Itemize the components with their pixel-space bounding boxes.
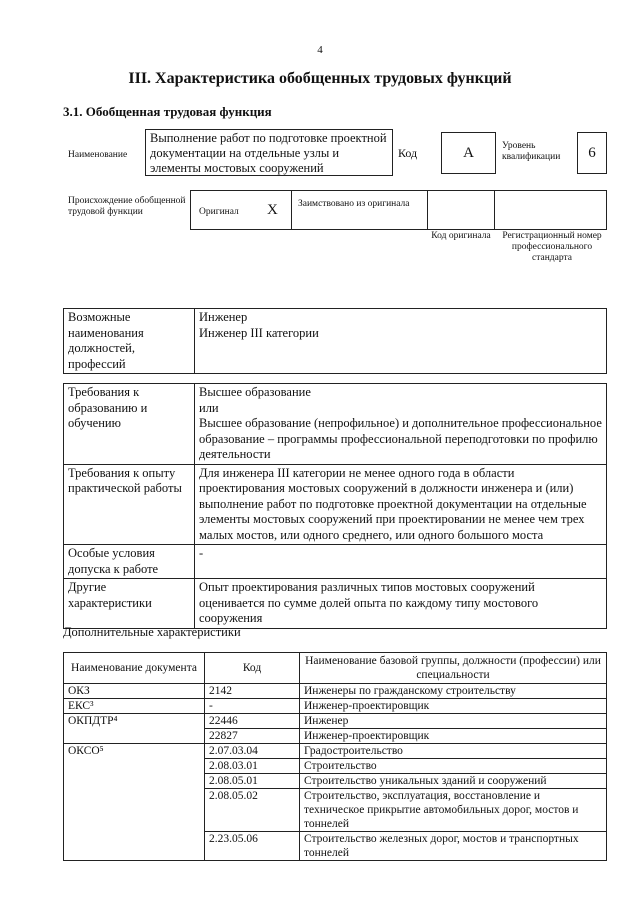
row-code: 22827 bbox=[205, 729, 300, 744]
row-doc: ОКСО⁵ bbox=[64, 744, 205, 861]
table-row bbox=[64, 714, 607, 729]
original-label: Оригинал bbox=[199, 207, 239, 217]
experience-value: Для инженера III категории не менее одного года в области проектирования мостовых сооружений в должности инженера и (или) выполнение работ по подготовке проектной документации на отдельные элементы мостовых сооружений при проектировании не менее чем трех малых мостов, или одного среднего, или одного большого моста bbox=[195, 464, 607, 545]
row-code: 2.23.05.06 bbox=[205, 832, 300, 861]
function-name-box bbox=[145, 129, 393, 176]
row-name: Инженер-проектировщик bbox=[300, 729, 607, 744]
row-code: 2.08.05.02 bbox=[205, 789, 300, 832]
subsection-title: 3.1. Обобщенная трудовая функция bbox=[63, 104, 272, 119]
origin-label: Происхождение обобщенной трудовой функции bbox=[68, 196, 186, 217]
positions-label: Возможные наименования должностей, профессий bbox=[64, 309, 195, 374]
position-item: Инженер bbox=[199, 310, 248, 324]
row-name: Инженер bbox=[300, 714, 607, 729]
requirements-table bbox=[63, 383, 607, 629]
additional-heading: Дополнительные характеристики bbox=[63, 625, 241, 639]
function-name-value: Выполнение работ по подготовке проектной документации на отдельные узлы и элементы мостовых сооружений bbox=[150, 131, 387, 175]
row-code: 22446 bbox=[205, 714, 300, 729]
row-name: Строительство bbox=[300, 759, 607, 774]
table-row bbox=[64, 699, 607, 714]
row-name: Строительство уникальных зданий и сооружений bbox=[300, 774, 607, 789]
row-code: 2.08.03.01 bbox=[205, 759, 300, 774]
special-conditions-value: - bbox=[195, 545, 607, 579]
reg-number-box bbox=[494, 190, 607, 230]
header-code: Код bbox=[205, 653, 300, 684]
code-label: Код bbox=[398, 146, 418, 160]
row-name: Инженеры по гражданскому строительству bbox=[300, 684, 607, 699]
borrowed-label: Заимствовано из оригинала bbox=[298, 199, 410, 209]
row-code: 2.08.05.01 bbox=[205, 774, 300, 789]
experience-label: Требования к опыту практической работы bbox=[64, 464, 195, 545]
education-value bbox=[195, 384, 607, 465]
education-label: Требования к образованию и обучению bbox=[64, 384, 195, 465]
name-label: Наименование bbox=[68, 150, 128, 160]
code-original-box bbox=[427, 190, 495, 230]
row-name: Строительство, эксплуатация, восстановление и техническое прикрытие автомобильных дорог, мостов и тоннелей bbox=[300, 789, 607, 832]
borrowed-box bbox=[291, 190, 428, 230]
row-doc: ЕКС³ bbox=[64, 699, 205, 714]
additional-table bbox=[63, 652, 607, 861]
position-item: Инженер III категории bbox=[199, 325, 319, 340]
row-code: 2.07.03.04 bbox=[205, 744, 300, 759]
other-value: Опыт проектирования различных типов мостовых сооружений оценивается по сумме долей опыта по каждому типу мостового сооружения bbox=[195, 579, 607, 629]
table-row bbox=[64, 744, 607, 759]
row-code: - bbox=[205, 699, 300, 714]
education-line: или bbox=[199, 400, 219, 415]
level-value: 6 bbox=[577, 132, 607, 174]
reg-number-label: Регистрационный номер профессионального стандарта bbox=[502, 231, 602, 263]
original-mark: X bbox=[267, 202, 278, 218]
row-code: 2142 bbox=[205, 684, 300, 699]
code-value: А bbox=[441, 132, 496, 174]
row-doc: ОКЗ bbox=[64, 684, 205, 699]
special-conditions-label: Особые условия допуска к работе bbox=[64, 545, 195, 579]
header-name: Наименование базовой группы, должности (профессии) или специальности bbox=[300, 653, 607, 684]
row-name: Строительство железных дорог, мостов и транспортных тоннелей bbox=[300, 832, 607, 861]
row-name: Инженер-проектировщик bbox=[300, 699, 607, 714]
page-number: 4 bbox=[317, 44, 323, 56]
positions-values bbox=[195, 309, 607, 374]
level-label: Уровень квалификации bbox=[502, 141, 561, 162]
table-row bbox=[64, 684, 607, 699]
code-original-label: Код оригинала bbox=[431, 231, 491, 241]
section-title: III. Характеристика обобщенных трудовых функций bbox=[128, 70, 512, 87]
row-doc: ОКПДТР⁴ bbox=[64, 714, 205, 744]
other-label: Другие характеристики bbox=[64, 579, 195, 629]
row-name: Градостроительство bbox=[300, 744, 607, 759]
header-document: Наименование документа bbox=[64, 653, 205, 684]
positions-table bbox=[63, 308, 607, 374]
education-line: Высшее образование (непрофильное) и дополнительное профессиональное образование – программы профессиональной переподготовки по профилю деятельности bbox=[199, 416, 602, 461]
education-line: Высшее образование bbox=[199, 385, 311, 399]
original-box bbox=[190, 190, 292, 230]
